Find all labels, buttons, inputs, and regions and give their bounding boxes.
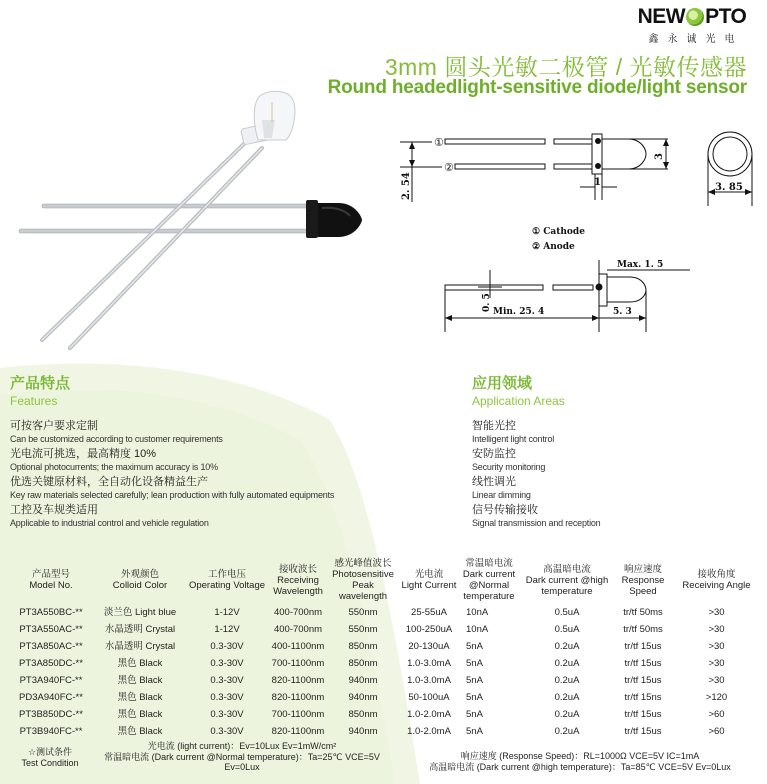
cell-voltage: 1-12V bbox=[214, 624, 240, 635]
application-item-cn: 智能光控 bbox=[472, 420, 516, 432]
cell-angle: >60 bbox=[708, 726, 725, 737]
applications-title-en: Application Areas bbox=[472, 394, 565, 408]
logo-cn-text: 鑫永诚光电 bbox=[648, 34, 744, 45]
cell-color: 黑色 Black bbox=[117, 709, 163, 720]
dim-max: Max. 1. 5 bbox=[617, 260, 664, 270]
col-header-color: 外观颜色 Colloid Color bbox=[112, 569, 168, 591]
cell-angle: >30 bbox=[708, 607, 725, 618]
logo-text-left: NEW bbox=[637, 5, 686, 28]
cell-voltage: 1-12V bbox=[214, 607, 240, 618]
title-en: Round headedlight-sensitive diode/light sensor bbox=[327, 77, 747, 98]
cell-voltage: 0.3-30V bbox=[210, 709, 244, 720]
test-conditions bbox=[0, 741, 767, 784]
cell-color: 黑色 Black bbox=[117, 692, 163, 703]
dim-body-length: 5. 3 bbox=[613, 307, 632, 317]
logo-wordmark bbox=[636, 6, 748, 28]
cell-dark-normal: 10nA bbox=[466, 607, 489, 618]
dim-min-length: Min. 25. 4 bbox=[493, 307, 545, 317]
table-header-row bbox=[6, 556, 761, 604]
legend-anode: ② Anode bbox=[532, 242, 575, 252]
cell-angle: >30 bbox=[708, 641, 725, 652]
cell-peak-wavelength: 850nm bbox=[348, 641, 378, 652]
col-header-dark-current-high: 高温暗电流 Dark current @high temperature bbox=[525, 563, 609, 597]
pin1-mark: ① bbox=[434, 136, 444, 149]
legend-cathode: ① Cathode bbox=[532, 227, 585, 237]
application-item-en: Signal transmission and reception bbox=[472, 518, 601, 528]
applications-title-cn: 应用领域 bbox=[472, 375, 533, 392]
cell-receiving-wavelength: 400-700nm bbox=[273, 607, 323, 618]
dimension-drawing bbox=[390, 120, 767, 350]
cell-receiving-wavelength: 820-1100nm bbox=[271, 692, 325, 703]
cell-dark-normal: 5nA bbox=[466, 709, 483, 720]
col-header-response-speed: 响应速度 Response Speed bbox=[621, 563, 665, 597]
cell-response: tr/tf 50ms bbox=[623, 624, 663, 635]
test-dark-normal: 常温暗电流 (Dark current @Normal temperature)：Ta=25℃ VCE=5V bbox=[104, 751, 380, 762]
table-row bbox=[6, 706, 761, 723]
cell-dark-normal: 5nA bbox=[466, 641, 483, 652]
cell-response: tr/tf 50ms bbox=[623, 607, 663, 618]
cell-response: tr/tf 15ns bbox=[624, 692, 662, 703]
cell-light-current: 1.0-2.0mA bbox=[407, 709, 451, 720]
cell-receiving-wavelength: 700-1100nm bbox=[271, 658, 325, 669]
feature-item-cn: 工控及车规类适用 bbox=[10, 504, 98, 516]
cell-color: 淡兰色 Light blue bbox=[103, 607, 177, 618]
col-header-receiving-angle: 接收角度 Receiving Angle bbox=[682, 569, 751, 591]
cell-peak-wavelength: 550nm bbox=[348, 624, 378, 635]
cell-voltage: 0.3-30V bbox=[210, 658, 244, 669]
cell-model: PT3A850DC-** bbox=[19, 658, 83, 669]
cell-light-current: 1.0-3.0mA bbox=[407, 658, 451, 669]
col-header-model: 产品型号 Model No. bbox=[29, 569, 73, 591]
col-header-receiving-wavelength: 接收波长 Receiving Wavelength bbox=[273, 563, 323, 597]
cell-dark-high: 0.2uA bbox=[554, 641, 580, 652]
col-header-dark-current-normal: 常温暗电流 Dark current @Normal temperature bbox=[462, 558, 516, 602]
features-title-cn: 产品特点 bbox=[10, 375, 71, 392]
features-section bbox=[10, 375, 450, 530]
spec-table bbox=[6, 556, 761, 740]
cell-model: PD3A940FC-** bbox=[19, 692, 83, 703]
cell-light-current: 1.0-2.0mA bbox=[407, 726, 451, 737]
table-row bbox=[6, 638, 761, 655]
cell-dark-high: 0.2uA bbox=[554, 692, 580, 703]
cell-light-current: 20-130uA bbox=[408, 641, 450, 652]
feature-item-cn: 优选关键原材料，全自动化设备精益生产 bbox=[10, 476, 208, 488]
cell-receiving-wavelength: 400-1100nm bbox=[271, 641, 325, 652]
cell-dark-normal: 10nA bbox=[466, 624, 489, 635]
application-item-en: Linear dimming bbox=[472, 490, 531, 500]
logo-text-right: PTO bbox=[705, 5, 747, 28]
brand-logo bbox=[636, 6, 748, 45]
table-row bbox=[6, 672, 761, 689]
table-row bbox=[6, 689, 761, 706]
test-condition-right bbox=[400, 751, 760, 772]
dim-flange: 1 bbox=[594, 177, 601, 188]
cell-dark-high: 0.2uA bbox=[554, 726, 580, 737]
dim-body-dia: 3 bbox=[654, 153, 665, 160]
cell-voltage: 0.3-30V bbox=[210, 675, 244, 686]
dim-lead-width: 0. 5 bbox=[482, 293, 492, 312]
cell-peak-wavelength: 940nm bbox=[348, 726, 378, 737]
test-condition-label-en: Test Condition bbox=[21, 758, 79, 768]
cell-receiving-wavelength: 820-1100nm bbox=[271, 726, 325, 737]
cell-dark-normal: 5nA bbox=[466, 692, 483, 703]
cell-color: 黑色 Black bbox=[117, 675, 163, 686]
cell-dark-high: 0.5uA bbox=[554, 607, 580, 618]
cell-model: PT3A940FC-** bbox=[19, 675, 83, 686]
cell-dark-normal: 5nA bbox=[466, 658, 483, 669]
cell-voltage: 0.3-30V bbox=[210, 726, 244, 737]
feature-item-en: Can be customized according to customer requirements bbox=[10, 434, 223, 444]
cell-peak-wavelength: 940nm bbox=[348, 692, 378, 703]
pin2-mark: ② bbox=[444, 161, 454, 174]
features-title-en: Features bbox=[10, 394, 58, 408]
cell-peak-wavelength: 940nm bbox=[348, 675, 378, 686]
feature-item-en: Key raw materials selected carefully; lean production with fully automated equipments bbox=[10, 490, 335, 500]
cell-dark-high: 0.2uA bbox=[554, 675, 580, 686]
product-photo bbox=[0, 80, 380, 370]
cell-receiving-wavelength: 400-700nm bbox=[273, 624, 323, 635]
test-dark-normal-ev: Ev=0Lux bbox=[224, 762, 260, 772]
dim-flange-dia: 3. 85 bbox=[715, 182, 743, 193]
cell-peak-wavelength: 850nm bbox=[348, 709, 378, 720]
table-row bbox=[6, 621, 761, 638]
cell-light-current: 50-100uA bbox=[408, 692, 450, 703]
cell-color: 黑色 Black bbox=[117, 658, 163, 669]
applications-section bbox=[472, 375, 762, 530]
feature-item-cn: 光电流可挑选，最高精度 10% bbox=[10, 448, 157, 460]
cell-dark-high: 0.2uA bbox=[554, 709, 580, 720]
cell-angle: >60 bbox=[708, 709, 725, 720]
cell-response: tr/tf 15us bbox=[624, 641, 662, 652]
feature-item-cn: 可按客户要求定制 bbox=[10, 420, 98, 432]
cell-model: PT3A550AC-** bbox=[19, 624, 83, 635]
application-item-en: Security monitoring bbox=[472, 462, 546, 472]
cell-model: PT3A850AC-** bbox=[19, 641, 83, 652]
test-dark-high: 高温暗电流 (Dark current @high temperature)：Ta=85℃ VCE=5V Ev=0Lux bbox=[429, 761, 731, 772]
cell-model: PT3B850DC-** bbox=[19, 709, 83, 720]
test-light-current: 光电流 (light current)：Ev=10Lux Ev=1mW/cm² bbox=[147, 741, 337, 751]
cell-dark-high: 0.2uA bbox=[554, 658, 580, 669]
col-header-light-current: 光电流 Light Current bbox=[401, 569, 457, 591]
cell-angle: >30 bbox=[708, 624, 725, 635]
cell-response: tr/tf 15us bbox=[624, 709, 662, 720]
col-header-peak-wavelength: 感光峰值波长 Photosensitive Peak wavelength bbox=[332, 558, 394, 602]
cell-color: 黑色 Black bbox=[117, 726, 163, 737]
test-response-speed: 响应速度 (Response Speed)：RL=1000Ω VCE=5V IC=1mA bbox=[460, 751, 700, 761]
cell-response: tr/tf 15us bbox=[624, 726, 662, 737]
feature-item-en: Optional photocurrents; the maximum accuracy is 10% bbox=[10, 462, 218, 472]
cell-angle: >120 bbox=[705, 692, 728, 703]
cell-dark-high: 0.5uA bbox=[554, 624, 580, 635]
cell-receiving-wavelength: 820-1100nm bbox=[271, 675, 325, 686]
application-item-cn: 信号传输接收 bbox=[472, 504, 538, 516]
cell-dark-normal: 5nA bbox=[466, 726, 483, 737]
cell-model: PT3A550BC-** bbox=[19, 607, 83, 618]
logo-circle-icon bbox=[686, 8, 704, 26]
cell-color: 水晶透明 Crystal bbox=[104, 641, 176, 652]
table-row bbox=[6, 604, 761, 621]
table-row bbox=[6, 655, 761, 672]
col-header-voltage: 工作电压 Operating Voltage bbox=[188, 569, 266, 591]
cell-peak-wavelength: 550nm bbox=[348, 607, 378, 618]
clear-diode-image bbox=[42, 91, 295, 348]
cell-light-current: 1.0-3.0mA bbox=[407, 675, 451, 686]
black-diode-image bbox=[19, 200, 362, 238]
test-condition-label-cn: ☆测试条件 bbox=[27, 747, 73, 757]
cell-peak-wavelength: 850nm bbox=[348, 658, 378, 669]
test-condition-middle bbox=[92, 741, 392, 773]
cell-light-current: 100-250uA bbox=[405, 624, 453, 635]
cell-voltage: 0.3-30V bbox=[210, 692, 244, 703]
feature-item-en: Applicable to industrial control and vehicle regulation bbox=[10, 518, 209, 528]
application-item-cn: 线性调光 bbox=[472, 476, 516, 488]
test-condition-label bbox=[18, 747, 82, 769]
application-item-en: Intelligent light control bbox=[472, 434, 555, 444]
dim-pitch: 2. 54 bbox=[401, 172, 412, 200]
cell-color: 水晶透明 Crystal bbox=[104, 624, 176, 635]
cell-angle: >30 bbox=[708, 658, 725, 669]
table-row bbox=[6, 723, 761, 740]
application-item-cn: 安防监控 bbox=[472, 448, 516, 460]
cell-model: PT3B940FC-** bbox=[19, 726, 83, 737]
cell-response: tr/tf 15us bbox=[624, 675, 662, 686]
cell-dark-normal: 5nA bbox=[466, 675, 483, 686]
cell-response: tr/tf 15us bbox=[624, 658, 662, 669]
title-cn: 3mm 圆头光敏二极管 / 光敏传感器 bbox=[384, 54, 747, 80]
cell-angle: >30 bbox=[708, 675, 725, 686]
cell-light-current: 25-55uA bbox=[411, 607, 447, 618]
cell-voltage: 0.3-30V bbox=[210, 641, 244, 652]
cell-receiving-wavelength: 700-1100nm bbox=[271, 709, 325, 720]
